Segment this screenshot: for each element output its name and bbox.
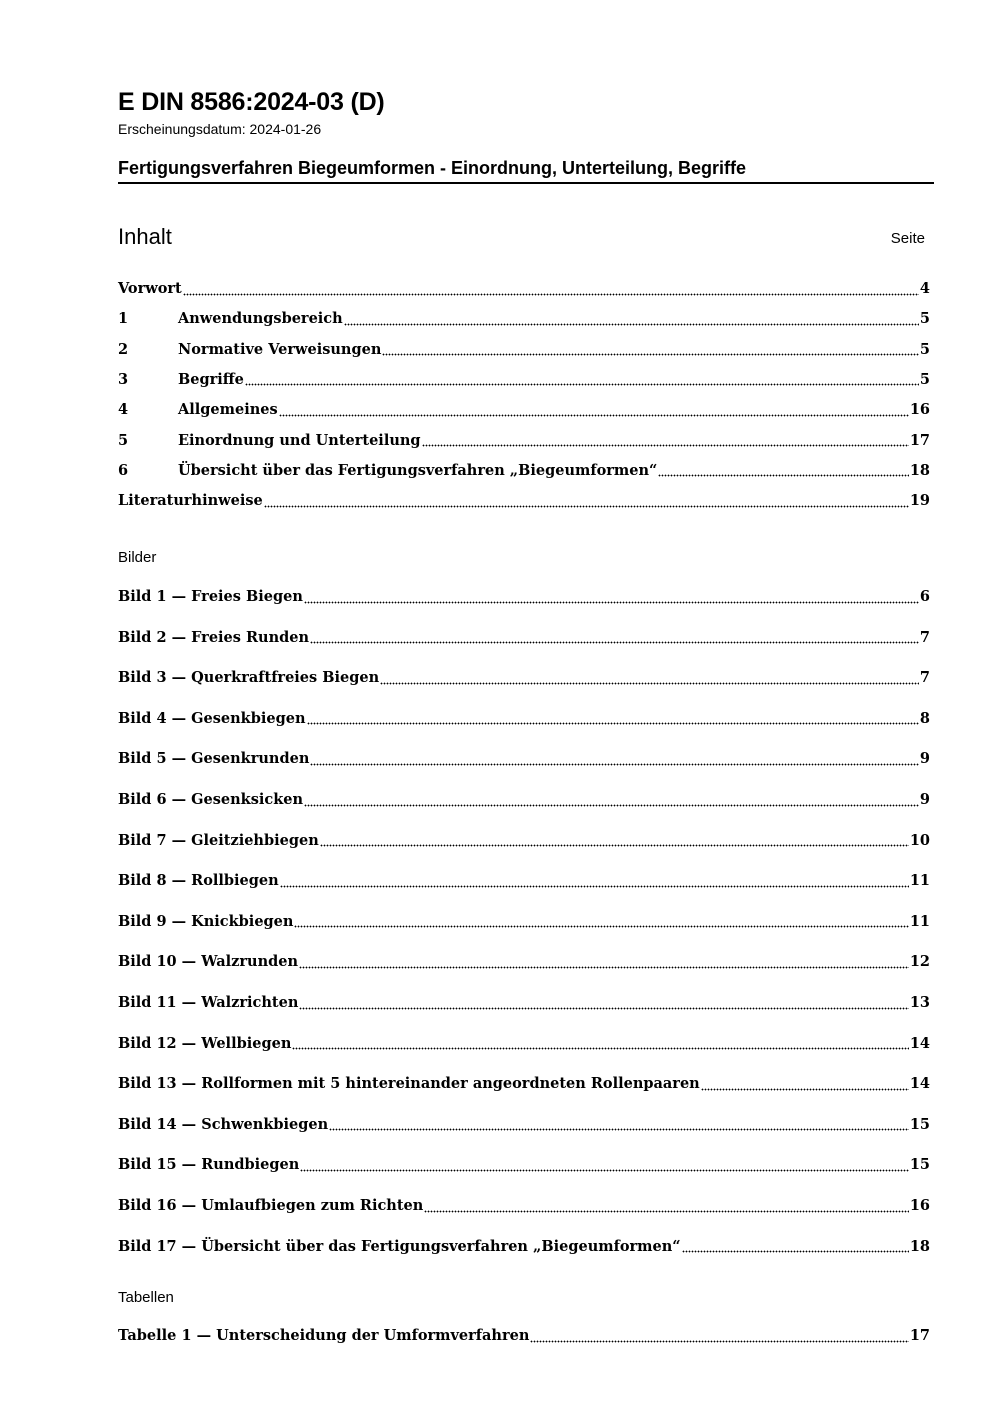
document-title: Fertigungsverfahren Biegeumformen - Einordnung, Unterteilung, Begriffe: [118, 158, 747, 178]
entry-title: Bild 12 — Wellbiegen: [118, 1034, 292, 1052]
entry-page-number: 18: [909, 1237, 930, 1255]
entry-page-number: 15: [909, 1156, 930, 1174]
entry-number: 6: [118, 461, 129, 479]
table-entry[interactable]: [118, 1327, 930, 1349]
figure-entry[interactable]: [118, 832, 930, 854]
dot-leader: [307, 722, 919, 726]
entry-number: 4: [118, 401, 129, 419]
figure-entry[interactable]: [118, 1035, 930, 1057]
entry-page-number: 10: [909, 831, 930, 849]
dot-leader: [424, 1209, 909, 1213]
dot-leader: [320, 844, 909, 848]
entry-page-number: 11: [909, 872, 930, 890]
entry-title: Bild 15 — Rundbiegen: [118, 1156, 300, 1174]
toc-entry[interactable]: [118, 341, 930, 363]
entry-title: Bild 16 — Umlaufbiegen zum Richten: [118, 1197, 424, 1214]
entry-page-number: 8: [919, 709, 930, 727]
entry-title: Bild 5 — Gesenkrunden: [118, 750, 310, 768]
figure-entry[interactable]: [118, 913, 930, 935]
dot-leader: [299, 965, 909, 969]
entry-page-number: 17: [909, 1327, 930, 1344]
toc-entry[interactable]: [118, 401, 930, 423]
entry-title: Vorwort: [118, 280, 182, 297]
dot-leader: [701, 1087, 909, 1091]
entry-title: Anwendungsbereich: [178, 310, 343, 328]
entry-title: Bild 3 — Querkraftfreies Biegen: [118, 669, 380, 687]
entry-page-number: 4: [919, 280, 930, 297]
entry-title: Bild 6 — Gesenksicken: [118, 791, 304, 808]
dot-leader: [530, 1339, 908, 1343]
entry-title: Normative Verweisungen: [178, 340, 382, 358]
dot-leader: [299, 1006, 908, 1010]
entry-number: 2: [118, 340, 129, 358]
entry-title: Bild 4 — Gesenkbiegen: [118, 709, 306, 727]
entry-page-number: 15: [909, 1115, 930, 1133]
dot-leader: [382, 353, 919, 357]
entry-page-number: 11: [909, 912, 930, 930]
entry-page-number: 19: [909, 492, 930, 510]
dot-leader: [294, 925, 908, 929]
dot-leader: [245, 383, 919, 387]
entry-page-number: 16: [909, 1197, 930, 1214]
dot-leader: [344, 322, 919, 326]
figure-entry[interactable]: [118, 791, 930, 813]
entry-page-number: 7: [919, 628, 930, 646]
figure-entry[interactable]: [118, 1116, 930, 1138]
entry-title: Bild 10 — Walzrunden: [118, 953, 299, 971]
figure-entry[interactable]: [118, 1238, 930, 1260]
toc-entry[interactable]: [118, 280, 930, 302]
dot-leader: [329, 1128, 909, 1132]
entry-title: Begriffe: [178, 370, 244, 388]
entry-page-number: 9: [919, 791, 930, 808]
dot-leader: [292, 1047, 908, 1051]
figure-entry[interactable]: [118, 953, 930, 975]
entry-title: Bild 13 — Rollformen mit 5 hintereinander angeordneten Rollenpaaren: [118, 1075, 700, 1093]
figure-entry[interactable]: [118, 629, 930, 651]
entry-page-number: 14: [909, 1075, 930, 1093]
entry-number: 1: [118, 310, 129, 328]
entry-page-number: 5: [919, 370, 930, 388]
entry-number: 5: [118, 431, 129, 449]
entry-title: Bild 7 — Gleitziehbiegen: [118, 831, 319, 849]
toc-entry[interactable]: [118, 432, 930, 454]
figure-entry[interactable]: [118, 872, 930, 894]
entry-page-number: 6: [919, 588, 930, 605]
figure-entry[interactable]: [118, 994, 930, 1016]
figure-entry[interactable]: [118, 588, 930, 610]
toc-entry[interactable]: [118, 371, 930, 393]
figures-heading: Bilder: [118, 549, 157, 566]
entry-page-number: 18: [909, 461, 930, 479]
figure-entry[interactable]: [118, 710, 930, 732]
dot-leader: [183, 292, 919, 296]
dot-leader: [658, 474, 908, 478]
toc-entry[interactable]: [118, 492, 930, 514]
entry-title: Bild 8 — Rollbiegen: [118, 872, 279, 890]
figure-entry[interactable]: [118, 669, 930, 691]
entry-page-number: 14: [909, 1034, 930, 1052]
document-id: E DIN 8586:2024-03 (D): [118, 88, 385, 116]
dot-leader: [279, 413, 909, 417]
dot-leader: [310, 762, 919, 766]
entry-title: Übersicht über das Fertigungsverfahren „Biegeumformen“: [178, 461, 658, 479]
entry-title: Bild 11 — Walzrichten: [118, 994, 299, 1011]
entry-title: Tabelle 1 — Unterscheidung der Umformverfahren: [118, 1327, 530, 1344]
entry-page-number: 16: [909, 401, 930, 419]
dot-leader: [422, 444, 909, 448]
figure-entry[interactable]: [118, 1156, 930, 1178]
entry-title: Allgemeines: [178, 401, 278, 419]
tables-heading: Tabellen: [118, 1289, 174, 1306]
toc-entry[interactable]: [118, 310, 930, 332]
dot-leader: [264, 504, 909, 508]
entry-title: Literaturhinweise: [118, 492, 263, 510]
entry-title: Bild 9 — Knickbiegen: [118, 912, 294, 930]
figure-entry[interactable]: [118, 1075, 930, 1097]
entry-page-number: 13: [909, 994, 930, 1011]
toc-entry[interactable]: [118, 462, 930, 484]
entry-title: Bild 1 — Freies Biegen: [118, 588, 303, 605]
entry-page-number: 9: [919, 750, 930, 768]
entry-title: Bild 2 — Freies Runden: [118, 628, 310, 646]
toc-heading: Inhalt: [118, 224, 172, 249]
dot-leader: [380, 681, 919, 685]
dot-leader: [304, 803, 919, 807]
dot-leader: [310, 641, 919, 645]
entry-page-number: 12: [909, 953, 930, 971]
entry-page-number: 7: [919, 669, 930, 687]
entry-page-number: 5: [919, 340, 930, 358]
dot-leader: [304, 600, 919, 604]
figure-entry[interactable]: [118, 750, 930, 772]
page-column-label: Seite: [890, 230, 925, 247]
dot-leader: [682, 1250, 909, 1254]
entry-title: Bild 17 — Übersicht über das Fertigungsverfahren „Biegeumformen“: [118, 1237, 681, 1255]
entry-number: 3: [118, 370, 129, 388]
title-underline: [118, 182, 934, 184]
entry-title: Bild 14 — Schwenkbiegen: [118, 1115, 329, 1133]
entry-page-number: 5: [919, 310, 930, 328]
figure-entry[interactable]: [118, 1197, 930, 1219]
entry-page-number: 17: [909, 431, 930, 449]
dot-leader: [300, 1168, 909, 1172]
publication-date: Erscheinungsdatum: 2024-01-26: [118, 121, 322, 137]
entry-title: Einordnung und Unterteilung: [178, 431, 421, 449]
dot-leader: [280, 884, 909, 888]
